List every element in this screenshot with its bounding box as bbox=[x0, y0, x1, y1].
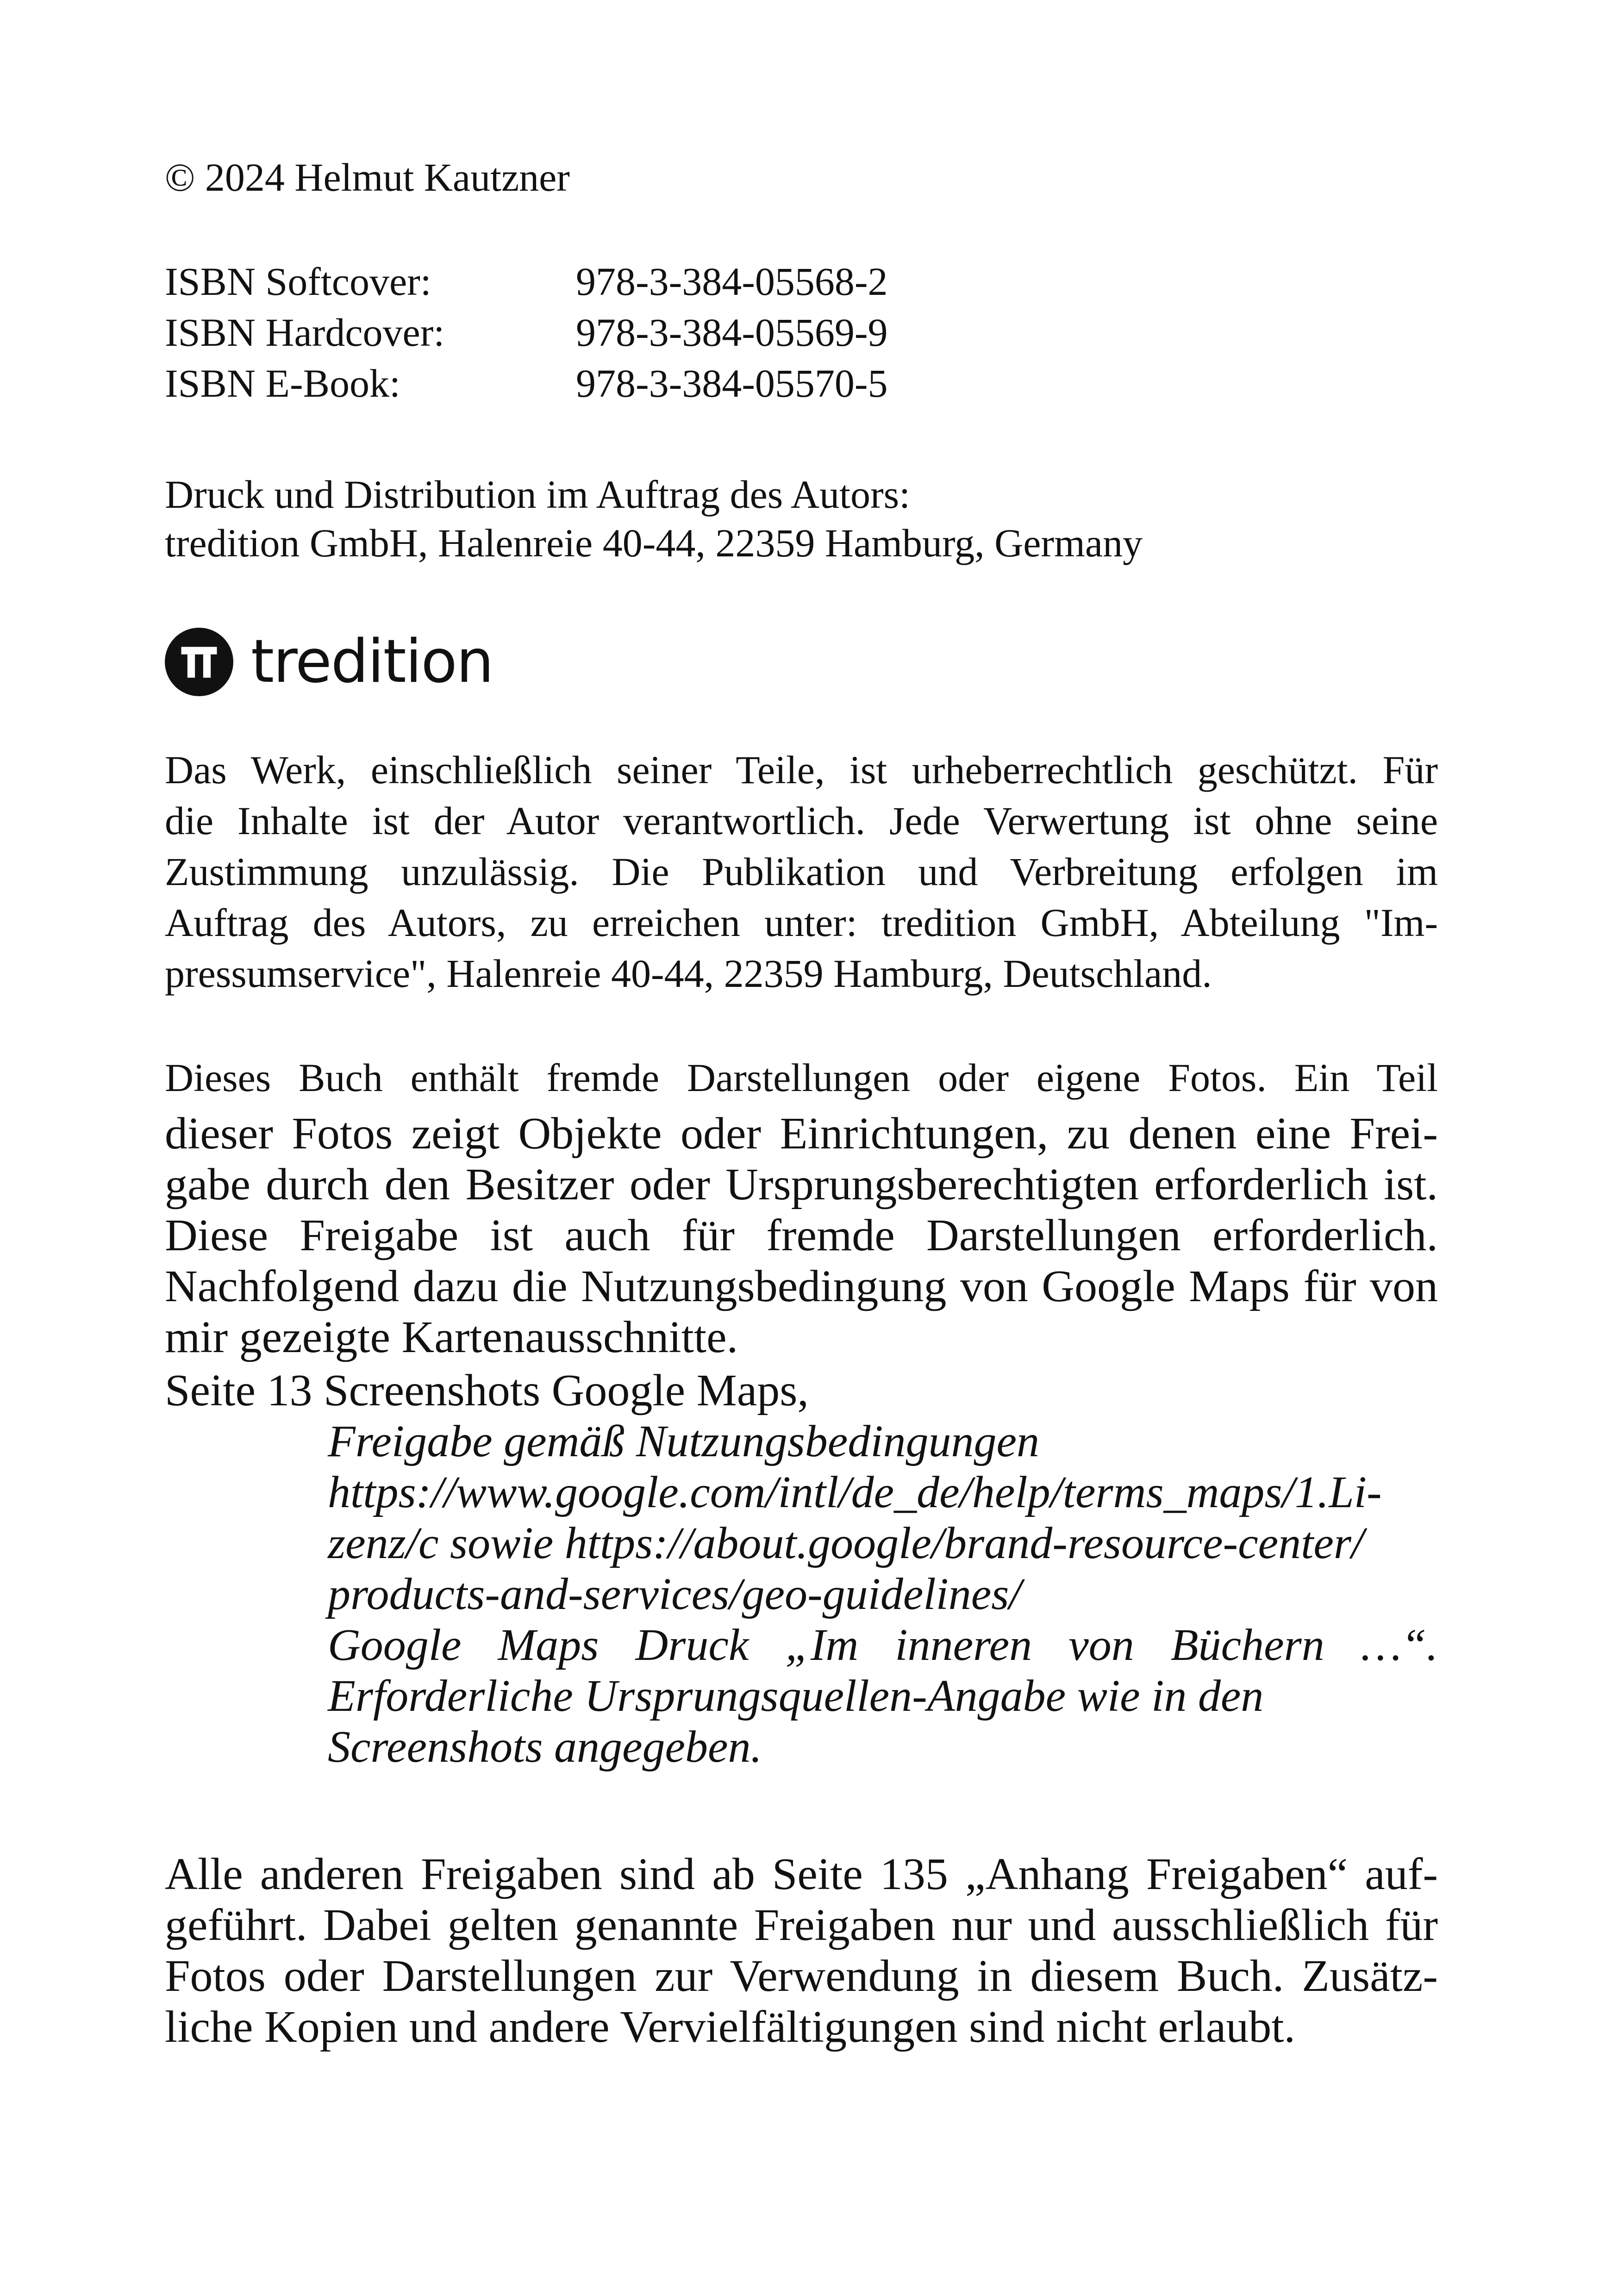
distribution-line: Druck und Distribution im Auftrag des Autors: bbox=[165, 472, 910, 517]
photo-notice-line: mir gezeigte Kartenausschnitte. bbox=[165, 1312, 738, 1362]
maps-credit-line: Google Maps Druck „Im inneren von Büchern …“. bbox=[328, 1620, 1438, 1670]
maps-credit-line: Screenshots angegeben. bbox=[328, 1722, 762, 1772]
copyright-line: © 2024 Helmut Kautzner bbox=[165, 155, 570, 200]
notice-line: Auftrag des Autors, zu erreichen unter: tredition GmbH, Abteilung "Im- bbox=[165, 900, 1438, 945]
releases-line: geführt. Dabei gelten genannte Freigaben nur und ausschließlich für bbox=[165, 1900, 1438, 1950]
tredition-logo-text: tredition bbox=[251, 627, 493, 696]
photo-notice-line: Diese Freigabe ist auch für fremde Darstellungen erforderlich. bbox=[165, 1210, 1438, 1260]
distribution-line: tredition GmbH, Halenreie 40-44, 22359 Hamburg, Germany bbox=[165, 521, 1143, 565]
isbn-softcover-value: 978-3-384-05568-2 bbox=[576, 259, 888, 304]
releases-line: liche Kopien und andere Vervielfältigungen sind nicht erlaubt. bbox=[165, 2002, 1296, 2052]
maps-credit-line: Erforderliche Ursprungsquellen-Angabe wie in den bbox=[328, 1671, 1264, 1721]
notice-line: Das Werk, einschließlich seiner Teile, ist urheberrechtlich geschützt. Für bbox=[165, 748, 1438, 792]
tredition-logo bbox=[165, 625, 493, 699]
isbn-softcover-label: ISBN Softcover: bbox=[165, 259, 431, 304]
maps-credit-heading: Seite 13 Screenshots Google Maps, bbox=[165, 1366, 809, 1416]
maps-credit-line: zenz/c sowie https://about.google/brand-resource-center/ bbox=[328, 1518, 1364, 1568]
isbn-hardcover-label: ISBN Hardcover: bbox=[165, 310, 445, 355]
maps-credit-line: products-and-services/geo-guidelines/ bbox=[328, 1569, 1022, 1619]
releases-line: Fotos oder Darstellungen zur Verwendung in diesem Buch. Zusätz- bbox=[165, 1951, 1438, 2001]
isbn-ebook-label: ISBN E-Book: bbox=[165, 361, 400, 405]
photo-notice-line: Dieses Buch enthält fremde Darstellungen oder eigene Fotos. Ein Teil bbox=[165, 1055, 1438, 1100]
maps-credit-line: https://www.google.com/intl/de_de/help/terms_maps/1.Li- bbox=[328, 1467, 1382, 1517]
imprint-page bbox=[165, 0, 1441, 2295]
notice-line: Zustimmung unzulässig. Die Publikation und Verbreitung erfolgen im bbox=[165, 849, 1438, 894]
releases-line: Alle anderen Freigaben sind ab Seite 135 „Anhang Freigaben“ auf- bbox=[165, 1849, 1438, 1899]
photo-notice-line: Nachfolgend dazu die Nutzungsbedingung von Google Maps für von bbox=[165, 1261, 1438, 1311]
photo-notice-line: dieser Fotos zeigt Objekte oder Einrichtungen, zu denen eine Frei- bbox=[165, 1109, 1438, 1159]
notice-line: die Inhalte ist der Autor verantwortlich. Jede Verwertung ist ohne seine bbox=[165, 798, 1438, 843]
isbn-ebook-value: 978-3-384-05570-5 bbox=[576, 361, 888, 405]
notice-line: pressumservice", Halenreie 40-44, 22359 Hamburg, Deutschland. bbox=[165, 951, 1212, 996]
photo-notice-line: gabe durch den Besitzer oder Ursprungsberechtigten erforderlich ist. bbox=[165, 1160, 1438, 1210]
isbn-hardcover-value: 978-3-384-05569-9 bbox=[576, 310, 888, 355]
maps-credit-line: Freigabe gemäß Nutzungsbedingungen bbox=[328, 1416, 1039, 1466]
tredition-logo-icon bbox=[165, 628, 233, 696]
